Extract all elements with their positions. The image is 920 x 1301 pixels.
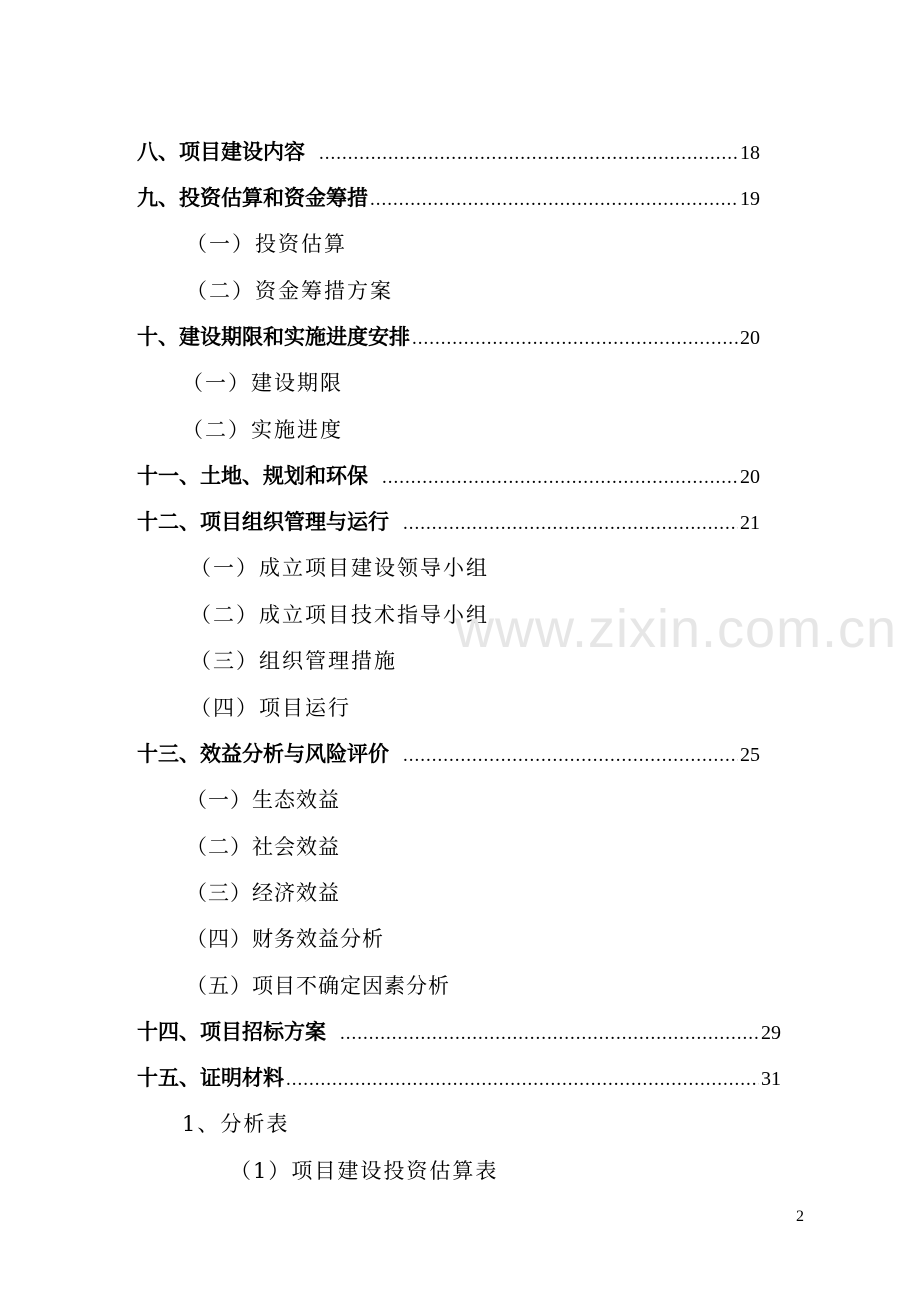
watermark: www.zixin.com.cn	[455, 599, 898, 659]
toc-entry-title: 十二、项目组织管理与运行	[137, 510, 389, 534]
toc-subentry-title: （1）项目建设投资估算表	[230, 1159, 499, 1183]
page-number: 2	[796, 1208, 804, 1225]
toc-subentry-title: （一）投资估算	[186, 232, 347, 256]
toc-subentry-title: （一）成立项目建设领导小组	[190, 556, 489, 580]
toc-dot-leader	[340, 1020, 759, 1048]
toc-dot-leader	[319, 140, 738, 168]
toc-dot-leader	[403, 510, 738, 538]
toc-page-number: 21	[740, 512, 760, 534]
toc-subentry-title: 1、分析表	[182, 1112, 290, 1136]
toc-entry-title: 十一、土地、规划和环保	[137, 464, 368, 488]
toc-dot-leader	[412, 325, 738, 353]
toc-subentry[interactable]	[186, 277, 393, 305]
toc-page-number: 20	[740, 466, 760, 488]
toc-entry-title: 九、投资估算和资金筹措	[137, 186, 368, 210]
toc-subentry[interactable]	[186, 879, 340, 907]
toc-subentry[interactable]	[186, 925, 384, 953]
toc-subentry-title: （一）建设期限	[182, 371, 343, 395]
toc-subentry-title: （三）组织管理措施	[190, 649, 397, 673]
toc-dot-leader	[370, 186, 738, 214]
toc-entry-8[interactable]	[137, 138, 760, 168]
toc-dot-leader	[286, 1066, 759, 1094]
toc-subentry-title: （四）财务效益分析	[186, 927, 384, 951]
toc-entry-11[interactable]	[137, 462, 760, 492]
toc-subentry[interactable]	[182, 369, 343, 397]
toc-subentry[interactable]	[230, 1157, 498, 1185]
toc-page-number: 25	[740, 744, 760, 766]
toc-subentry-title: （一）生态效益	[186, 788, 340, 812]
toc-dot-leader	[403, 742, 738, 770]
toc-page-number: 31	[761, 1068, 781, 1090]
toc-entry-title: 十、建设期限和实施进度安排	[137, 325, 410, 349]
toc-entry-10[interactable]	[137, 323, 760, 353]
toc-subentry-title: （二）成立项目技术指导小组	[190, 603, 489, 627]
toc-entry-14[interactable]	[137, 1018, 781, 1048]
toc-dot-leader	[382, 464, 738, 492]
toc-subentry[interactable]	[190, 554, 489, 582]
toc-entry-title: 十四、项目招标方案	[137, 1020, 326, 1044]
toc-subentry[interactable]	[186, 833, 340, 861]
toc-subentry[interactable]	[182, 1110, 289, 1138]
toc-subentry[interactable]	[190, 694, 351, 722]
toc-entry-15[interactable]	[137, 1064, 781, 1094]
toc-entry-title: 八、项目建设内容	[137, 140, 305, 164]
toc-subentry[interactable]	[186, 786, 340, 814]
toc-subentry-title: （二）实施进度	[182, 418, 343, 442]
toc-page-number: 19	[740, 188, 760, 210]
toc-page-number: 18	[740, 142, 760, 164]
toc-subentry[interactable]	[190, 647, 397, 675]
toc-subentry[interactable]	[186, 972, 450, 1000]
toc-entry-12[interactable]	[137, 508, 760, 538]
toc-subentry[interactable]	[186, 230, 347, 258]
toc-entry-13[interactable]	[137, 740, 760, 770]
toc-entry-title: 十三、效益分析与风险评价	[137, 742, 389, 766]
toc-subentry-title: （二）资金筹措方案	[186, 279, 393, 303]
toc-entry-title: 十五、证明材料	[137, 1066, 284, 1090]
toc-subentry-title: （五）项目不确定因素分析	[186, 974, 450, 998]
toc-page-number: 29	[761, 1022, 781, 1044]
toc-subentry-title: （四）项目运行	[190, 696, 351, 720]
toc-subentry-title: （二）社会效益	[186, 835, 340, 859]
toc-page-number: 20	[740, 327, 760, 349]
toc-entry-9[interactable]	[137, 184, 760, 214]
toc-subentry-title: （三）经济效益	[186, 881, 340, 905]
toc-subentry[interactable]	[182, 416, 343, 444]
toc-subentry[interactable]	[190, 601, 489, 629]
